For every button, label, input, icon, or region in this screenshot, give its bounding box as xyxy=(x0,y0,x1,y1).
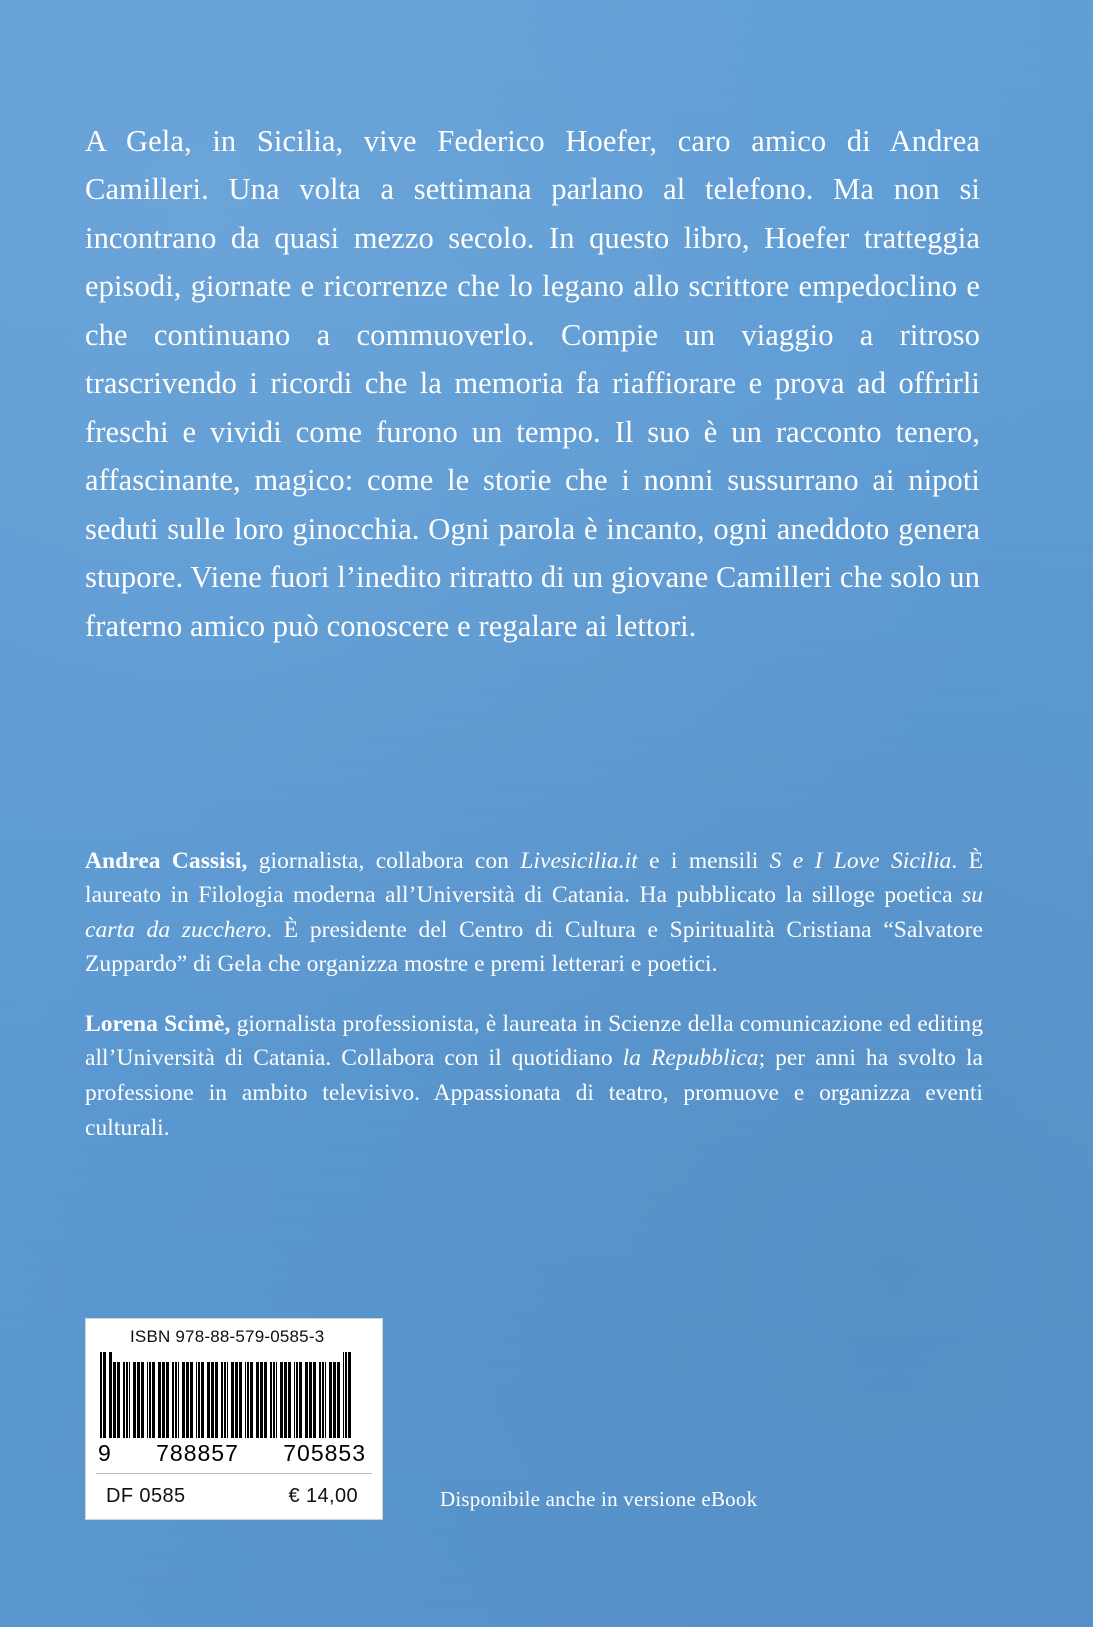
barcode-bar xyxy=(211,1362,214,1438)
barcode-bar xyxy=(109,1352,112,1438)
barcode-bar xyxy=(227,1362,228,1438)
barcode-bar xyxy=(345,1352,347,1438)
barcode-bar xyxy=(299,1362,302,1438)
bio-text-1-1: Livesicilia.it xyxy=(520,847,638,874)
bio-text-1-4: . È laureato in Filologia moderna all’Università di Catania. Ha pubblicato la silloge poetica xyxy=(85,847,983,909)
barcode-bar xyxy=(152,1362,155,1438)
barcode-bar xyxy=(196,1362,197,1438)
barcode-bar xyxy=(215,1362,218,1438)
bio-author-name-1: Andrea Cassisi, xyxy=(85,847,248,874)
price-label: € 14,00 xyxy=(288,1485,358,1507)
barcode-bar xyxy=(235,1362,238,1438)
barcode-bar xyxy=(348,1352,351,1438)
barcode-bar xyxy=(343,1352,344,1438)
barcode-bar xyxy=(322,1362,324,1438)
barcode-bar xyxy=(231,1362,234,1438)
barcode-bar xyxy=(270,1362,272,1438)
barcode-bar xyxy=(273,1362,275,1438)
blurb-paragraph: A Gela, in Sicilia, vive Federico Hoefer, caro amico di Andrea Camilleri. Una volta a settimana parlano al telefono. Ma non si incontrano da quasi mezzo secolo. In questo libro, Hoefer tratteggia episodi, giornate e ricorrenze che lo legano allo scrittore empedoclino e che continuano a commuoverlo. Compie un viaggio a ritroso trascrivendo i ricordi che la memoria fa riaffiorare e prova ad offrirli freschi e vividi come furono un tempo. Il suo è un racconto tenero, affascinante, magico: come le storie che i nonni sussurrano ai nipoti seduti sulle loro ginocchia. Ogni parola è incanto, ogni aneddoto genera stupore. Viene fuori l’inedito ritratto di un giovane Camilleri che solo un fraterno amico può conoscere e regalare ai lettori. xyxy=(85,123,980,643)
barcode-bar xyxy=(100,1352,102,1438)
barcode-bar xyxy=(172,1362,174,1438)
barcode-bar xyxy=(313,1362,316,1438)
barcode-bar xyxy=(126,1362,128,1438)
barcode-bar xyxy=(162,1362,165,1438)
barcode-bar xyxy=(288,1362,291,1438)
barcode-footer xyxy=(96,1474,372,1519)
barcode-bar xyxy=(319,1362,321,1438)
barcode-bar xyxy=(158,1362,161,1438)
barcode-bar xyxy=(175,1362,177,1438)
bio-lorena-scime xyxy=(85,1007,983,1145)
bio-text-1-0: giornalista, collabora con xyxy=(247,847,521,874)
barcode-bar xyxy=(294,1362,295,1438)
barcode-bar xyxy=(309,1362,312,1438)
barcode-bar xyxy=(256,1362,259,1438)
isbn-label: ISBN 978-88-579-0585-3 xyxy=(130,1327,325,1346)
author-bios xyxy=(85,820,983,1169)
bio-text-1-3: S e I Love Sicilia xyxy=(769,847,952,874)
barcode-bar xyxy=(260,1362,263,1438)
barcode-bar xyxy=(201,1362,204,1438)
bio-text-2-1: la Repubblica xyxy=(622,1045,759,1072)
bio-text-1-6: . È presidente del Centro di Cultura e Spiritualità Cristiana “Salvatore Zuppardo” di Gela che organizza mostre e premi letterari e poetici. xyxy=(85,916,984,978)
barcode-bar xyxy=(133,1362,136,1438)
barcode-digit-group-middle: 788857 xyxy=(156,1440,239,1466)
barcode-bar xyxy=(117,1362,120,1438)
barcode-digit-group-right: 705853 xyxy=(283,1440,366,1466)
barcode-bar xyxy=(276,1362,277,1438)
barcode-bar xyxy=(123,1362,125,1438)
barcode-bar xyxy=(325,1362,326,1438)
barcode-bar xyxy=(245,1362,246,1438)
barcode-bar xyxy=(224,1362,226,1438)
bio-author-name-2: Lorena Scimè, xyxy=(85,1010,231,1037)
barcode-bar xyxy=(198,1362,200,1438)
barcode-bar xyxy=(239,1362,242,1438)
barcode-bar xyxy=(337,1362,340,1438)
barcode-bar xyxy=(149,1362,151,1438)
barcode-bar xyxy=(141,1362,144,1438)
barcode-bar xyxy=(113,1362,116,1438)
barcode-bar xyxy=(190,1362,193,1438)
barcode-bar xyxy=(305,1362,308,1438)
bio-text-1-2: e i mensili xyxy=(637,847,770,874)
barcode-bar xyxy=(280,1362,283,1438)
barcode-bar xyxy=(333,1362,336,1438)
barcode-bar xyxy=(207,1362,210,1438)
barcode-bar xyxy=(284,1362,287,1438)
barcode-bar xyxy=(221,1362,223,1438)
barcode-digit-group-left: 9 xyxy=(98,1440,112,1466)
barcode-bar xyxy=(178,1362,179,1438)
bio-andrea-cassisi xyxy=(85,844,983,982)
bio-text-1-5: su carta da zucchero xyxy=(85,882,983,943)
ebook-availability-note: Disponibile anche in versione eBook xyxy=(440,1487,758,1511)
bio-text-2-2: ; per anni ha svolto la professione in ambito televisivo. Appassionata di teatro, promuove e organizza eventi culturali. xyxy=(85,1045,984,1141)
product-code: DF 0585 xyxy=(106,1485,186,1507)
barcode-bar xyxy=(147,1362,148,1438)
barcode-bar xyxy=(129,1362,130,1438)
barcode-bar xyxy=(329,1362,332,1438)
barcode-bar xyxy=(103,1352,106,1438)
barcode-bars xyxy=(100,1352,368,1438)
barcode-bar xyxy=(166,1362,169,1438)
bio-text-2-0: giornalista professionista, è laureata in Scienze della comunicazione ed editing all’Università di Catania. Collabora con il quotidiano xyxy=(85,1010,983,1072)
barcode-bar xyxy=(264,1362,267,1438)
barcode-bar xyxy=(247,1362,249,1438)
barcode-bar xyxy=(250,1362,253,1438)
barcode-bar xyxy=(137,1362,140,1438)
barcode-digits xyxy=(96,1438,372,1474)
barcode-bar xyxy=(186,1362,189,1438)
barcode-bar xyxy=(182,1362,185,1438)
barcode-bar xyxy=(296,1362,298,1438)
barcode-panel xyxy=(85,1318,383,1520)
